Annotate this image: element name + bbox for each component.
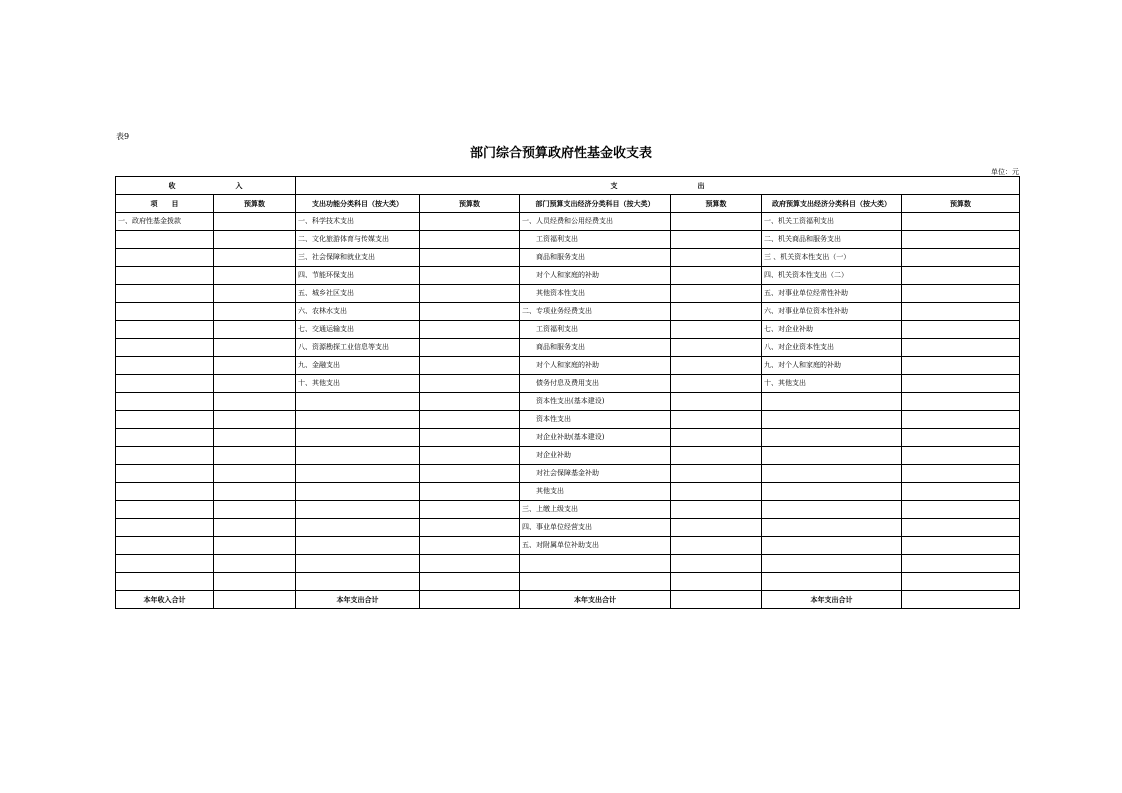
expense-section-header: 支 出 (296, 177, 1020, 195)
gov-budget-cell (902, 573, 1020, 591)
income-budget-cell (214, 555, 296, 573)
gov-item-cell: 九、对个人和家庭的补助 (762, 357, 902, 375)
dept-item-cell: 资本性支出 (520, 411, 671, 429)
income-item-cell (116, 393, 214, 411)
gov-item-cell: 三 、机关资本性支出（一） (762, 249, 902, 267)
column-header-row (116, 195, 1020, 213)
dept-budget-cell (671, 519, 762, 537)
dept-total-value (671, 591, 762, 609)
income-budget-cell (214, 321, 296, 339)
gov-item-cell: 八、对企业资本性支出 (762, 339, 902, 357)
gov-item-cell (762, 573, 902, 591)
income-budget-cell (214, 303, 296, 321)
income-item-cell (116, 537, 214, 555)
income-item-cell (116, 411, 214, 429)
dept-budget-cell (671, 573, 762, 591)
budget-table (115, 176, 1020, 609)
func-item-cell (296, 501, 420, 519)
income-item-cell (116, 375, 214, 393)
dept-item-cell: 二、专项业务经费支出 (520, 303, 671, 321)
gov-item-cell (762, 501, 902, 519)
dept-item-cell: 对企业补助(基本建设) (520, 429, 671, 447)
income-item-cell (116, 303, 214, 321)
income-budget-cell (214, 573, 296, 591)
func-budget-cell (420, 285, 520, 303)
gov-budget-cell (902, 393, 1020, 411)
table-row (116, 321, 1020, 339)
income-budget-cell (214, 393, 296, 411)
income-item-cell: 一、政府性基金拨款 (116, 213, 214, 231)
table-row (116, 555, 1020, 573)
dept-item-cell: 商品和服务支出 (520, 339, 671, 357)
dept-budget-cell (671, 537, 762, 555)
income-budget-cell (214, 501, 296, 519)
func-item-cell: 五、城乡社区支出 (296, 285, 420, 303)
func-item-cell (296, 519, 420, 537)
gov-item-cell: 一、机关工资福利支出 (762, 213, 902, 231)
dept-budget-cell (671, 447, 762, 465)
table-row (116, 375, 1020, 393)
dept-budget-cell (671, 501, 762, 519)
gov-item-cell (762, 393, 902, 411)
table-row (116, 501, 1020, 519)
dept-budget-cell (671, 267, 762, 285)
income-item-cell (116, 249, 214, 267)
table-row (116, 573, 1020, 591)
gov-budget-cell (902, 537, 1020, 555)
unit-label: 单位：元 (991, 168, 1019, 176)
dept-budget-cell (671, 303, 762, 321)
income-budget-cell (214, 519, 296, 537)
func-budget-cell (420, 411, 520, 429)
dept-budget-cell (671, 375, 762, 393)
table-row (116, 519, 1020, 537)
dept-total-label: 本年支出合计 (520, 591, 671, 609)
func-budget-cell (420, 321, 520, 339)
func-budget-cell (420, 375, 520, 393)
func-item-cell (296, 393, 420, 411)
gov-item-cell (762, 411, 902, 429)
func-budget-cell (420, 555, 520, 573)
income-budget-cell (214, 231, 296, 249)
func-item-cell: 七、交通运输支出 (296, 321, 420, 339)
func-budget-cell (420, 537, 520, 555)
func-budget-cell (420, 303, 520, 321)
income-budget-cell (214, 339, 296, 357)
gov-budget-cell (902, 501, 1020, 519)
func-item-cell: 二、文化旅游体育与传媒支出 (296, 231, 420, 249)
income-item-cell (116, 231, 214, 249)
col-header-gov: 政府预算支出经济分类科目（按大类） (762, 195, 902, 213)
income-item-cell (116, 555, 214, 573)
func-budget-cell (420, 213, 520, 231)
income-total-label: 本年收入合计 (116, 591, 214, 609)
func-item-cell: 九、金融支出 (296, 357, 420, 375)
dept-item-cell: 对企业补助 (520, 447, 671, 465)
func-budget-cell (420, 519, 520, 537)
func-budget-cell (420, 429, 520, 447)
gov-item-cell: 四、机关资本性支出（二） (762, 267, 902, 285)
gov-budget-cell (902, 339, 1020, 357)
gov-item-cell (762, 447, 902, 465)
func-budget-cell (420, 231, 520, 249)
income-budget-cell (214, 483, 296, 501)
dept-item-cell: 三、上缴上级支出 (520, 501, 671, 519)
gov-budget-cell (902, 321, 1020, 339)
income-item-cell (116, 321, 214, 339)
income-item-cell (116, 447, 214, 465)
gov-item-cell: 六、对事业单位资本性补助 (762, 303, 902, 321)
gov-budget-cell (902, 429, 1020, 447)
table-row (116, 231, 1020, 249)
income-item-cell (116, 267, 214, 285)
gov-budget-cell (902, 213, 1020, 231)
col-header-budget: 预算数 (420, 195, 520, 213)
gov-item-cell: 五、对事业单位经常性补助 (762, 285, 902, 303)
income-budget-cell (214, 213, 296, 231)
table-row (116, 285, 1020, 303)
income-item-cell (116, 339, 214, 357)
dept-item-cell: 其他支出 (520, 483, 671, 501)
income-budget-cell (214, 249, 296, 267)
income-item-cell (116, 519, 214, 537)
dept-item-cell: 商品和服务支出 (520, 249, 671, 267)
func-budget-cell (420, 267, 520, 285)
income-total-value (214, 591, 296, 609)
gov-budget-cell (902, 519, 1020, 537)
func-item-cell: 十、其他支出 (296, 375, 420, 393)
gov-item-cell: 十、其他支出 (762, 375, 902, 393)
dept-item-cell: 工资福利支出 (520, 321, 671, 339)
income-item-cell (116, 483, 214, 501)
gov-budget-cell (902, 555, 1020, 573)
col-header-dept: 部门预算支出经济分类科目（按大类） (520, 195, 671, 213)
func-item-cell (296, 411, 420, 429)
func-item-cell: 一、科学技术支出 (296, 213, 420, 231)
section-header-row (116, 177, 1020, 195)
income-section-header: 收 入 (116, 177, 296, 195)
income-item-cell (116, 501, 214, 519)
table-number: 表9 (116, 132, 130, 141)
gov-item-cell: 七、对企业补助 (762, 321, 902, 339)
dept-item-cell: 五、对附属单位补助支出 (520, 537, 671, 555)
table-row (116, 213, 1020, 231)
table-row (116, 411, 1020, 429)
func-budget-cell (420, 249, 520, 267)
gov-item-cell (762, 429, 902, 447)
income-budget-cell (214, 285, 296, 303)
dept-item-cell: 工资福利支出 (520, 231, 671, 249)
func-budget-cell (420, 501, 520, 519)
func-item-cell: 八、资源勘探工业信息等支出 (296, 339, 420, 357)
table-row (116, 537, 1020, 555)
table-row (116, 465, 1020, 483)
col-header-budget: 预算数 (214, 195, 296, 213)
dept-budget-cell (671, 465, 762, 483)
dept-budget-cell (671, 321, 762, 339)
income-budget-cell (214, 447, 296, 465)
func-budget-cell (420, 339, 520, 357)
dept-item-cell (520, 573, 671, 591)
total-row (116, 591, 1020, 609)
gov-budget-cell (902, 447, 1020, 465)
dept-item-cell: 其他资本性支出 (520, 285, 671, 303)
func-item-cell: 四、节能环保支出 (296, 267, 420, 285)
func-budget-cell (420, 447, 520, 465)
gov-budget-cell (902, 249, 1020, 267)
func-item-cell (296, 555, 420, 573)
gov-item-cell (762, 537, 902, 555)
dept-budget-cell (671, 249, 762, 267)
func-budget-cell (420, 573, 520, 591)
income-item-cell (116, 429, 214, 447)
table-row (116, 357, 1020, 375)
gov-budget-cell (902, 267, 1020, 285)
gov-budget-cell (902, 411, 1020, 429)
dept-item-cell (520, 555, 671, 573)
func-item-cell (296, 573, 420, 591)
dept-item-cell: 债务付息及费用支出 (520, 375, 671, 393)
table-row (116, 303, 1020, 321)
col-header-func: 支出功能分类科目（按大类） (296, 195, 420, 213)
dept-budget-cell (671, 213, 762, 231)
dept-budget-cell (671, 231, 762, 249)
income-item-cell (116, 465, 214, 483)
gov-total-value (902, 591, 1020, 609)
dept-budget-cell (671, 429, 762, 447)
dept-item-cell: 四、事业单位经营支出 (520, 519, 671, 537)
table-row (116, 339, 1020, 357)
gov-budget-cell (902, 375, 1020, 393)
income-item-cell (116, 573, 214, 591)
func-budget-cell (420, 357, 520, 375)
dept-item-cell: 资本性支出(基本建设) (520, 393, 671, 411)
gov-budget-cell (902, 303, 1020, 321)
func-item-cell: 三、社会保障和就业支出 (296, 249, 420, 267)
func-total-value (420, 591, 520, 609)
dept-budget-cell (671, 555, 762, 573)
col-header-budget: 预算数 (902, 195, 1020, 213)
dept-budget-cell (671, 411, 762, 429)
func-item-cell: 六、农林水支出 (296, 303, 420, 321)
gov-item-cell (762, 519, 902, 537)
income-budget-cell (214, 465, 296, 483)
func-item-cell (296, 447, 420, 465)
dept-budget-cell (671, 393, 762, 411)
dept-item-cell: 对个人和家庭的补助 (520, 267, 671, 285)
table-row (116, 483, 1020, 501)
gov-budget-cell (902, 357, 1020, 375)
income-budget-cell (214, 411, 296, 429)
gov-budget-cell (902, 483, 1020, 501)
gov-budget-cell (902, 285, 1020, 303)
col-header-item: 项 目 (116, 195, 214, 213)
income-budget-cell (214, 267, 296, 285)
gov-budget-cell (902, 465, 1020, 483)
income-budget-cell (214, 357, 296, 375)
dept-item-cell: 对社会保障基金补助 (520, 465, 671, 483)
gov-budget-cell (902, 231, 1020, 249)
gov-item-cell (762, 555, 902, 573)
func-budget-cell (420, 483, 520, 501)
income-item-cell (116, 357, 214, 375)
dept-budget-cell (671, 357, 762, 375)
func-budget-cell (420, 393, 520, 411)
dept-budget-cell (671, 285, 762, 303)
table-row (116, 429, 1020, 447)
gov-item-cell (762, 483, 902, 501)
income-item-cell (116, 285, 214, 303)
table-row (116, 249, 1020, 267)
table-row (116, 267, 1020, 285)
table-row (116, 447, 1020, 465)
dept-item-cell: 对个人和家庭的补助 (520, 357, 671, 375)
table-row (116, 393, 1020, 411)
dept-budget-cell (671, 483, 762, 501)
func-budget-cell (420, 465, 520, 483)
dept-budget-cell (671, 339, 762, 357)
col-header-budget: 预算数 (671, 195, 762, 213)
func-item-cell (296, 465, 420, 483)
income-budget-cell (214, 375, 296, 393)
func-item-cell (296, 483, 420, 501)
func-item-cell (296, 429, 420, 447)
income-budget-cell (214, 429, 296, 447)
dept-item-cell: 一、人员经费和公用经费支出 (520, 213, 671, 231)
income-budget-cell (214, 537, 296, 555)
page-title: 部门综合预算政府性基金收支表 (469, 146, 652, 161)
gov-item-cell: 二、机关商品和服务支出 (762, 231, 902, 249)
gov-total-label: 本年支出合计 (762, 591, 902, 609)
func-total-label: 本年支出合计 (296, 591, 420, 609)
gov-item-cell (762, 465, 902, 483)
func-item-cell (296, 537, 420, 555)
